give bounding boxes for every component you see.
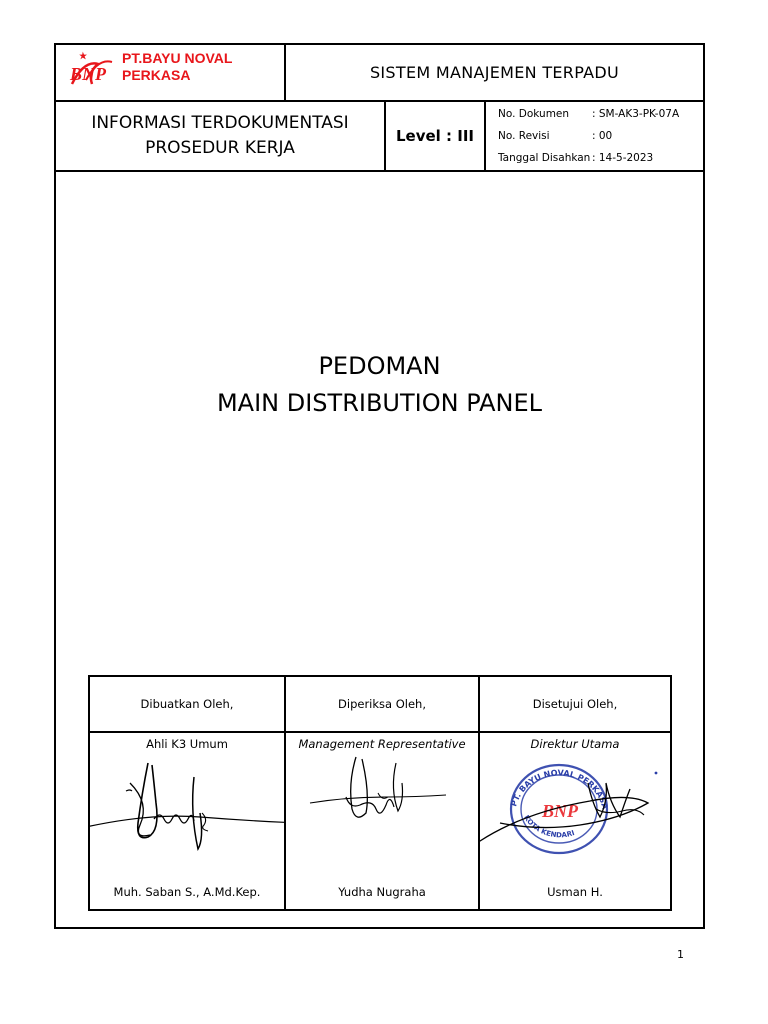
info-line2: PROSEDUR KERJA <box>145 138 295 158</box>
signature-column-approved <box>478 677 670 909</box>
company-logo-icon <box>68 50 120 90</box>
company-stamp-icon <box>480 753 674 863</box>
signature-heading: Diperiksa Oleh, <box>286 677 478 733</box>
meta-revision: No. Revisi : 00 <box>498 130 613 142</box>
company-name <box>122 50 232 84</box>
meta-approval-date: Tanggal Disahkan : 14-5-2023 <box>498 152 654 164</box>
signature-heading: Dibuatkan Oleh, <box>90 677 284 733</box>
page-number: 1 <box>677 948 684 961</box>
document-frame <box>54 43 705 929</box>
level-label: Level : III <box>386 102 486 170</box>
document-meta <box>486 102 703 170</box>
signature-name: Usman H. <box>547 885 603 899</box>
signature-icon <box>90 753 284 863</box>
info-line1: INFORMASI TERDOKUMENTASI <box>91 113 349 133</box>
document-title-line2: MAIN DISTRIBUTION PANEL <box>216 389 543 417</box>
company-name-line1: PT.BAYU NOVAL <box>122 50 233 66</box>
signature-icon <box>286 753 480 863</box>
signature-role: Ahli K3 Umum <box>146 737 228 751</box>
header-row-1 <box>56 45 703 102</box>
stamp-top-text: PT. BAYU NOVAL PERKASA <box>509 768 610 811</box>
signature-column-prepared <box>90 677 284 909</box>
info-cell <box>56 102 386 170</box>
company-logo-cell <box>56 45 286 100</box>
signature-table <box>88 675 672 911</box>
signature-heading: Disetujui Oleh, <box>480 677 670 733</box>
stamp-bottom-text: KOTA KENDARI <box>522 813 576 840</box>
signature-name: Muh. Saban S., A.Md.Kep. <box>113 885 261 899</box>
header-row-2 <box>56 102 703 172</box>
document-title-line1: PEDOMAN <box>318 352 441 380</box>
document-title <box>56 348 703 422</box>
system-title: SISTEM MANAJEMEN TERPADU <box>369 63 620 82</box>
stamp-logo-text: BNP <box>542 801 578 821</box>
signature-role: Management Representative <box>298 737 466 751</box>
meta-doc-number: No. Dokumen : SM-AK3-PK-07A <box>498 108 680 120</box>
company-name-line2: PERKASA <box>122 67 191 83</box>
signature-column-reviewed <box>284 677 478 909</box>
logo-text: BNP <box>70 64 106 84</box>
signature-role: Direktur Utama <box>530 737 620 751</box>
signature-name: Yudha Nugraha <box>338 885 426 899</box>
